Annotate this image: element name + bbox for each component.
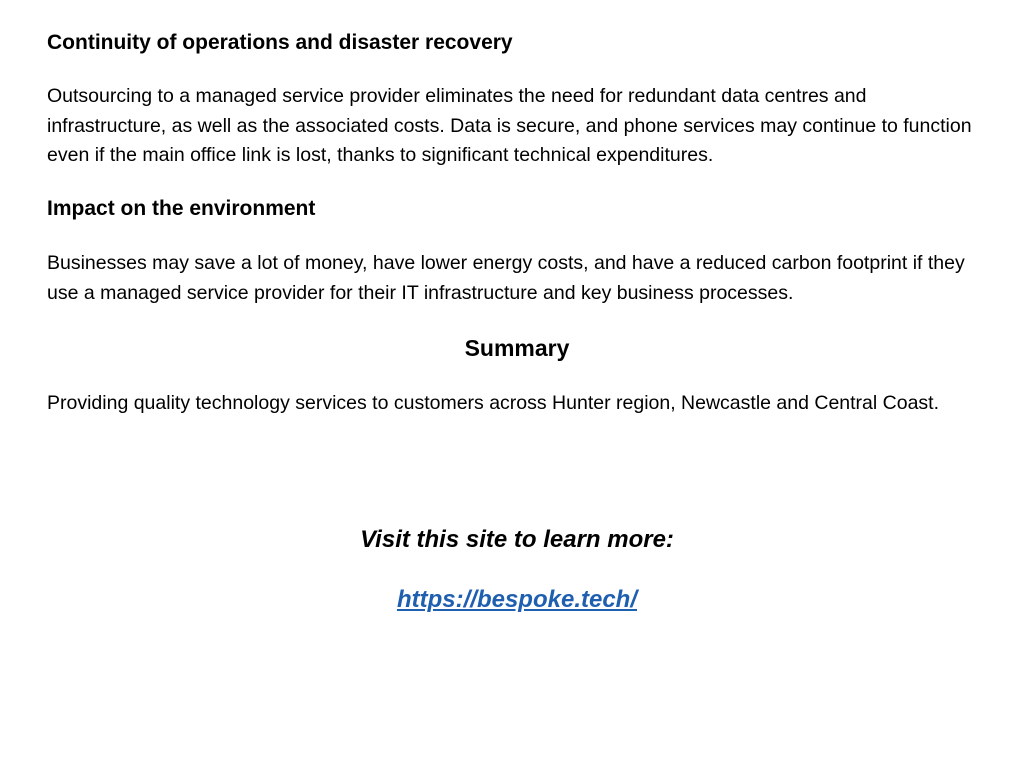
section-body-environment: Businesses may save a lot of money, have lower energy costs, and have a reduced carbon footprint if they use a managed service provider for their IT infrastructure and key business processes.	[47, 252, 965, 304]
cta-text: Visit this site to learn more:	[360, 526, 674, 553]
document-page	[47, 0, 987, 768]
section-heading-environment: Impact on the environment	[47, 197, 316, 220]
cta-link-container	[47, 585, 987, 615]
summary-body: Providing quality technology services to customers across Hunter region, Newcastle and Central Coast.	[47, 392, 940, 414]
bespoke-tech-link[interactable]: https://bespoke.tech/	[396, 586, 638, 613]
section-body-continuity: Outsourcing to a managed service provider eliminates the need for redundant data centres and infrastructure, as well as the associated costs. Data is secure, and phone services may continue to function even if the main office link is lost, thanks to significant technical expenditures.	[47, 85, 972, 166]
summary-heading: Summary	[464, 335, 570, 361]
section-heading-continuity: Continuity of operations and disaster recovery	[47, 31, 513, 54]
